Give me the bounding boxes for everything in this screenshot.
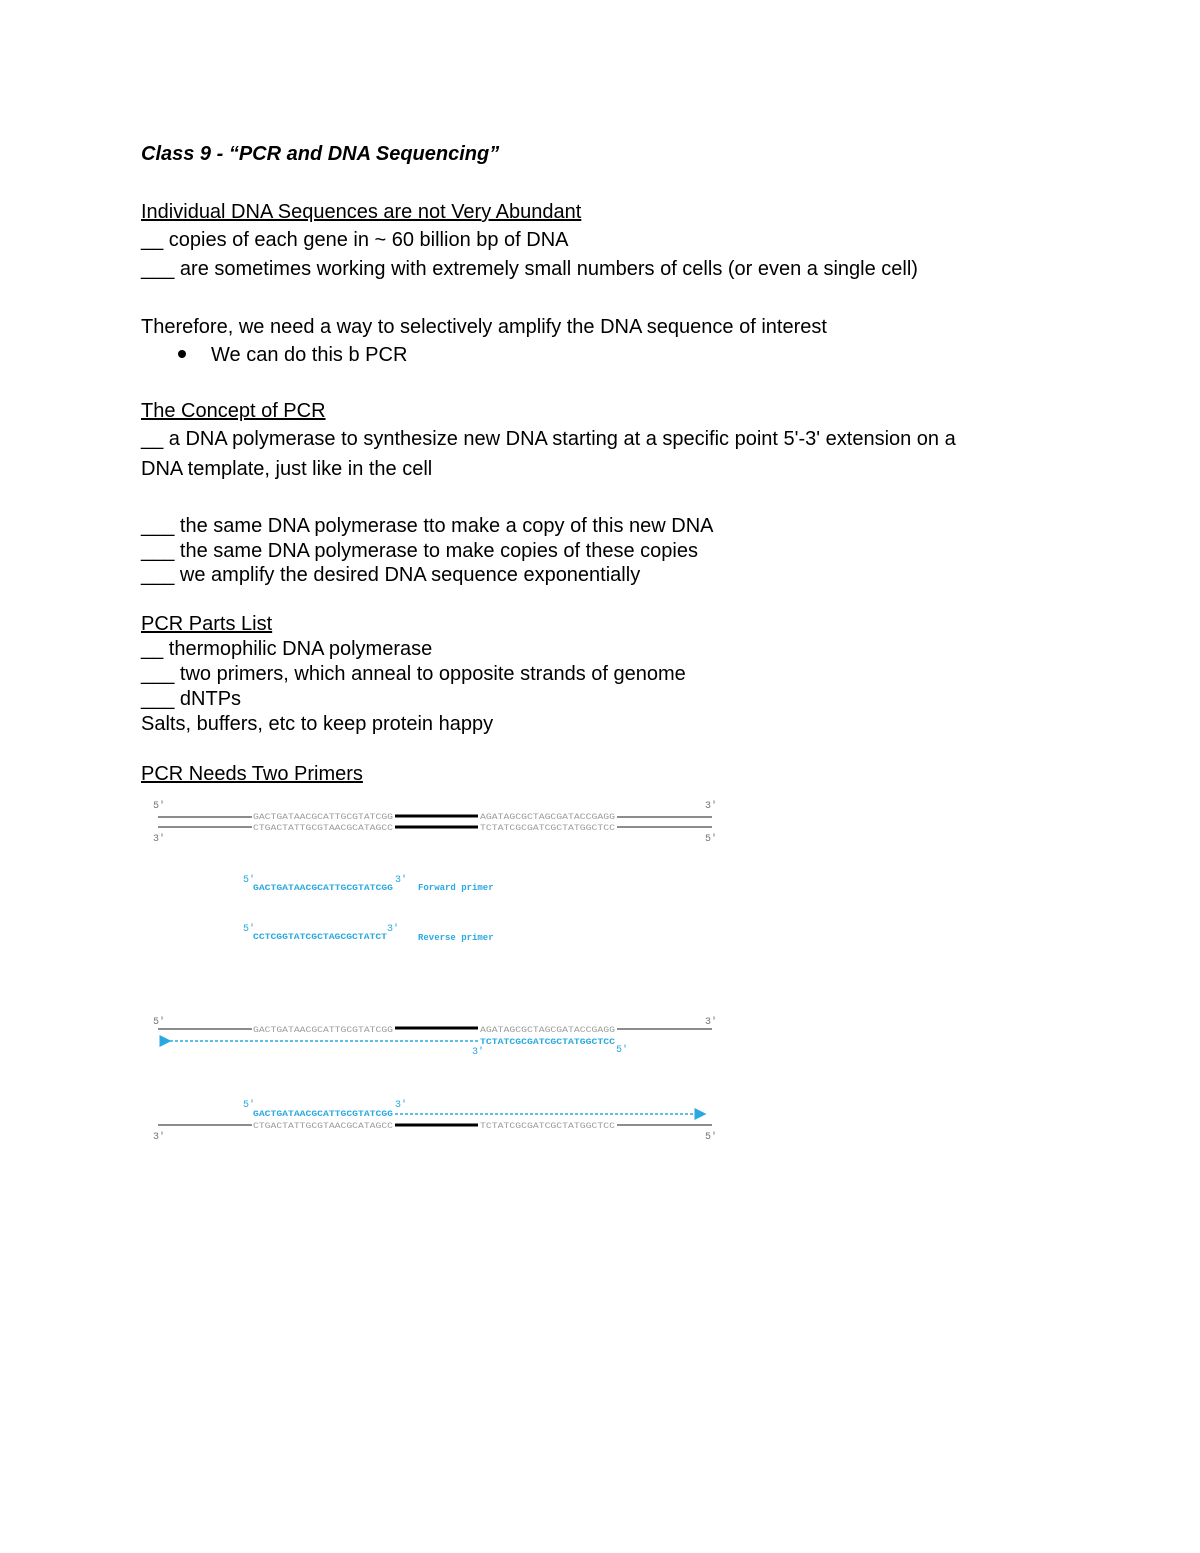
text-line: Therefore, we need a way to selectively amplify the DNA sequence of interest [141, 316, 827, 338]
top-left-sequence: GACTGATAACGCATTGCGTATCGG [253, 1026, 394, 1035]
top-left-sequence: GACTGATAACGCATTGCGTATCGG [253, 813, 394, 822]
reverse-extension-panel [153, 1016, 717, 1058]
section-heading-abundance: Individual DNA Sequences are not Very Abundant [141, 201, 582, 223]
three-prime-label: 3′ [153, 834, 166, 845]
five-prime-label: 5′ [243, 1100, 256, 1111]
reverse-primer-label: Reverse primer [418, 933, 494, 943]
bottom-left-sequence: CTGACTATTGCGTAACGCATAGCC [253, 1122, 394, 1131]
reverse-primer-sequence: CCTCGGTATCGCTAGCGCTATCT [253, 933, 388, 942]
five-prime-label: 5′ [153, 801, 166, 812]
pcr-primers-diagram [140, 795, 740, 1150]
five-prime-label: 5′ [705, 834, 718, 845]
text-line: ___ dNTPs [141, 688, 242, 710]
five-prime-label: 5′ [243, 875, 256, 886]
text-line: ___ two primers, which anneal to opposite strands of genome [141, 663, 686, 685]
template-duplex [153, 800, 717, 845]
three-prime-label: 3′ [395, 1100, 408, 1111]
forward-primer-label: Forward primer [418, 883, 494, 893]
text-line: __ thermophilic DNA polymerase [141, 638, 433, 660]
annealed-reverse-primer: TCTATCGCGATCGCTATGGCTCC [480, 1038, 616, 1047]
three-prime-label: 3′ [387, 924, 400, 935]
three-prime-label: 3′ [472, 1047, 485, 1058]
bottom-right-sequence: TCTATCGCGATCGCTATGGCTCC [480, 1122, 616, 1131]
three-prime-label: 3′ [395, 875, 408, 886]
three-prime-label: 3′ [705, 801, 718, 812]
section-heading-concept: The Concept of PCR [141, 400, 326, 422]
text-line: DNA template, just like in the cell [141, 458, 433, 480]
bottom-right-sequence: TCTATCGCGATCGCTATGGCTCC [480, 824, 616, 833]
five-prime-label: 5′ [705, 1132, 718, 1143]
five-prime-label: 5′ [153, 1017, 166, 1028]
bullet-icon [178, 350, 186, 358]
five-prime-label: 5′ [616, 1045, 629, 1056]
section-heading-primers: PCR Needs Two Primers [141, 763, 363, 785]
text-line: Salts, buffers, etc to keep protein happy [141, 713, 494, 735]
text-line: __ copies of each gene in ~ 60 billion bp of DNA [141, 229, 569, 251]
text-line: ___ the same DNA polymerase tto make a copy of this new DNA [141, 515, 714, 537]
primers-panel [243, 874, 494, 943]
forward-extension-panel [153, 1099, 717, 1143]
annealed-forward-primer: GACTGATAACGCATTGCGTATCGG [253, 1110, 394, 1119]
text-line: ___ are sometimes working with extremely small numbers of cells (or even a single cell) [141, 258, 918, 280]
top-right-sequence: AGATAGCGCTAGCGATACCGAGG [480, 1026, 616, 1035]
text-line: ___ the same DNA polymerase to make copies of these copies [141, 540, 698, 562]
bullet-item: We can do this b PCR [211, 344, 408, 366]
text-line: __ a DNA polymerase to synthesize new DNA starting at a specific point 5'-3' extension on a [141, 428, 956, 450]
section-heading-parts: PCR Parts List [141, 613, 273, 635]
three-prime-label: 3′ [153, 1132, 166, 1143]
top-right-sequence: AGATAGCGCTAGCGATACCGAGG [480, 813, 616, 822]
bottom-left-sequence: CTGACTATTGCGTAACGCATAGCC [253, 824, 394, 833]
forward-primer-sequence: GACTGATAACGCATTGCGTATCGG [253, 884, 394, 893]
page-title: Class 9 - “PCR and DNA Sequencing” [141, 143, 500, 165]
text-line: ___ we amplify the desired DNA sequence exponentially [141, 564, 641, 586]
three-prime-label: 3′ [705, 1017, 718, 1028]
five-prime-label: 5′ [243, 924, 256, 935]
